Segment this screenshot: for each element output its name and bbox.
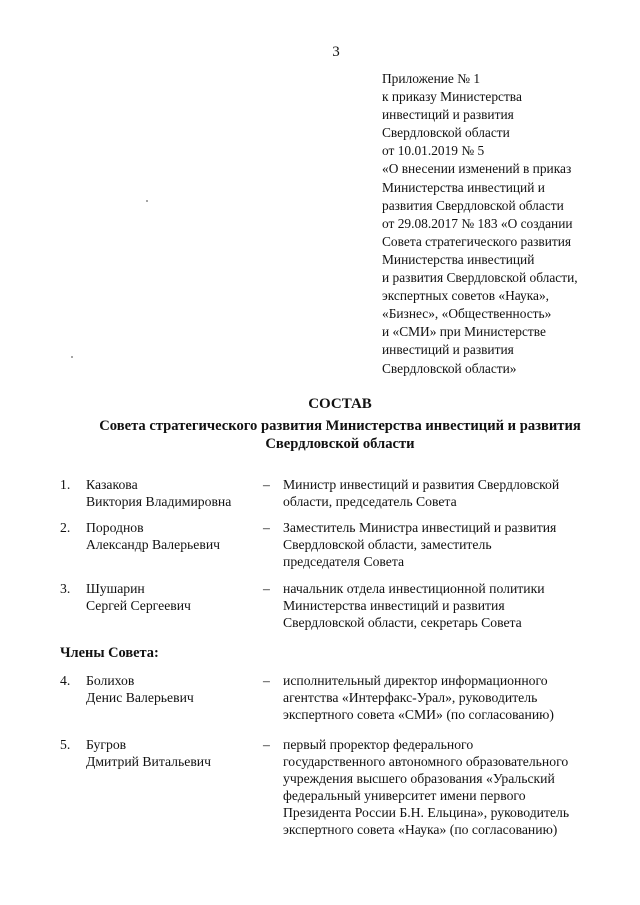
entry-name: [86, 519, 220, 553]
entry-name: [86, 476, 231, 510]
entry-number: 5.: [60, 737, 71, 752]
appendix-line: Совета стратегического развития: [382, 233, 572, 249]
entry-role-line: государственного автономного образовательного: [283, 754, 569, 769]
entry-given-name: Дмитрий Витальевич: [86, 754, 212, 769]
appendix-line: «О внесении изменений в приказ: [382, 161, 572, 177]
entry-role-line: Президента России Б.Н. Ельцина», руководитель: [283, 805, 570, 820]
scan-speck: [71, 356, 73, 358]
appendix-line: Свердловской области: [382, 125, 510, 141]
entry-role-line: области, председатель Совета: [283, 494, 457, 509]
entry-surname: Казакова: [86, 477, 138, 492]
entry-role: [283, 736, 603, 838]
document-subtitle-line: Свердловской области: [265, 436, 415, 452]
entry-surname: Бугров: [86, 737, 127, 752]
entry-role-line: первый проректор федерального: [283, 737, 474, 752]
entry-dash: –: [263, 477, 270, 492]
entry-role-line: Свердловской области, секретарь Совета: [283, 615, 522, 630]
entry-given-name: Александр Валерьевич: [86, 537, 221, 552]
appendix-line: от 10.01.2019 № 5: [382, 143, 485, 159]
entry-role-line: учреждения высшего образования «Уральский: [283, 771, 555, 786]
entry-given-name: Сергей Сергеевич: [86, 598, 191, 613]
entry-dash: –: [263, 520, 270, 535]
appendix-line: экспертных советов «Наука»,: [382, 288, 550, 304]
entry-role-line: председателя Совета: [283, 554, 405, 569]
entry-role: [283, 519, 603, 570]
entry-role: [283, 476, 603, 510]
entry-role-line: экспертного совета «СМИ» (по согласованию): [283, 707, 554, 722]
entry-number: 2.: [60, 520, 71, 535]
page-number: 3: [332, 44, 340, 60]
entry-role-line: федеральный университет имени первого: [283, 788, 526, 803]
entry-name: [86, 580, 191, 614]
entry-name: [86, 672, 194, 706]
entry-number: 3.: [60, 581, 71, 596]
appendix-line: развития Свердловской области: [382, 197, 564, 213]
entry-number: 1.: [60, 477, 71, 492]
members-heading: Члены Совета:: [60, 645, 159, 661]
scan-speck: [146, 200, 148, 202]
entry-surname: Шушарин: [86, 581, 145, 596]
entry-role-line: Заместитель Министра инвестиций и развития: [283, 520, 557, 535]
appendix-line: Приложение № 1: [382, 71, 481, 86]
entry-role-line: исполнительный директор информационного: [283, 673, 548, 688]
entry-dash: –: [263, 581, 270, 596]
appendix-line: и развития Свердловской области,: [382, 270, 578, 286]
entry-role-line: Свердловской области, заместитель: [283, 537, 492, 552]
document-heading: [60, 395, 620, 454]
entry-dash: –: [263, 737, 270, 752]
entry-role-line: агентства «Интерфакс-Урал», руководитель: [283, 690, 538, 705]
document-subtitle-line: Совета стратегического развития Министерства инвестиций и развития: [99, 417, 581, 434]
appendix-line: инвестиций и развития: [382, 107, 514, 123]
appendix-line: к приказу Министерства: [382, 89, 522, 105]
appendix-note: [382, 70, 622, 378]
entry-given-name: Денис Валерьевич: [86, 690, 194, 705]
appendix-line: от 29.08.2017 № 183 «О создании: [382, 215, 573, 231]
entry-given-name: Виктория Владимировна: [86, 494, 232, 509]
entry-number: 4.: [60, 673, 71, 688]
document-title: СОСТАВ: [308, 396, 372, 412]
entry-role: [283, 580, 603, 631]
appendix-line: инвестиций и развития: [382, 342, 514, 358]
entry-role: [283, 672, 603, 723]
entry-role-line: Министр инвестиций и развития Свердловской: [283, 477, 560, 492]
appendix-line: и «СМИ» при Министерстве: [382, 324, 546, 340]
entry-dash: –: [263, 673, 270, 688]
entry-surname: Породнов: [86, 520, 144, 535]
appendix-line: Министерства инвестиций и: [382, 179, 545, 195]
appendix-line: Министерства инвестиций: [382, 251, 535, 267]
appendix-line: «Бизнес», «Общественность»: [382, 306, 552, 322]
entry-role-line: экспертного совета «Наука» (по согласованию): [283, 822, 558, 837]
appendix-line: Свердловской области»: [382, 360, 517, 376]
entry-surname: Болихов: [86, 673, 135, 688]
entry-role-line: начальник отдела инвестиционной политики: [283, 581, 545, 596]
entry-name: [86, 736, 211, 770]
entry-role-line: Министерства инвестиций и развития: [283, 598, 505, 613]
